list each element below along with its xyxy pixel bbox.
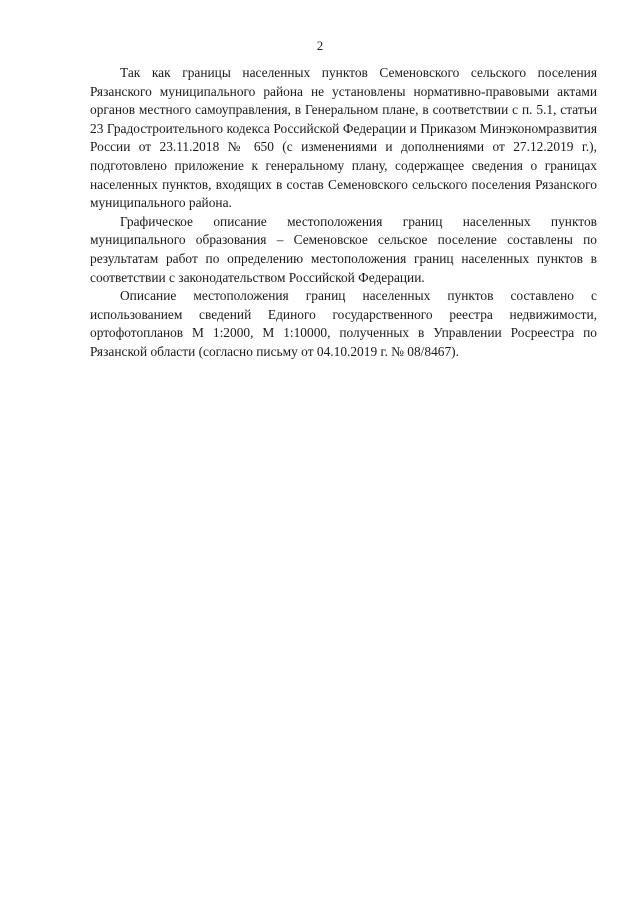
page-number: 2 [316, 38, 324, 53]
paragraph-graphic-description: Графическое описание местоположения границ населенных пунктов муниципального образования – Семеновское сельское поселение составлены по результатам работ по определению местоположения границ населенных пунктов в соответствии с законодательством Российской Федерации. [90, 213, 597, 285]
paragraph-boundaries-not-established: Так как границы населенных пунктов Семеновского сельского поселения Рязанского муниципального района не установлены нормативно-правовыми актами органов местного самоуправления, в Генеральном плане, в соответствии с п. 5.1, статьи 23 Градостроительного кодекса Российской Федерации и Приказом Минэкономразвития России от 23.11.2018 № 650 (с изменениями и дополнениями от 27.12.2019 г.), подготовлено приложение к генеральному плану, содержащее сведения о границах населенных пунктов, входящих в состав Семеновского сельского поселения Рязанского муниципального района. [90, 65, 597, 211]
document-body [90, 64, 597, 362]
paragraph-description-sources: Описание местоположения границ населенных пунктов составлено с использованием сведений Единого государственного реестра недвижимости, ортофотопланов М 1:2000, М 1:10000, полученных в Управлении Росреестра по Рязанской области (согласно письму от 04.10.2019 г. № 08/8467). [90, 288, 597, 359]
